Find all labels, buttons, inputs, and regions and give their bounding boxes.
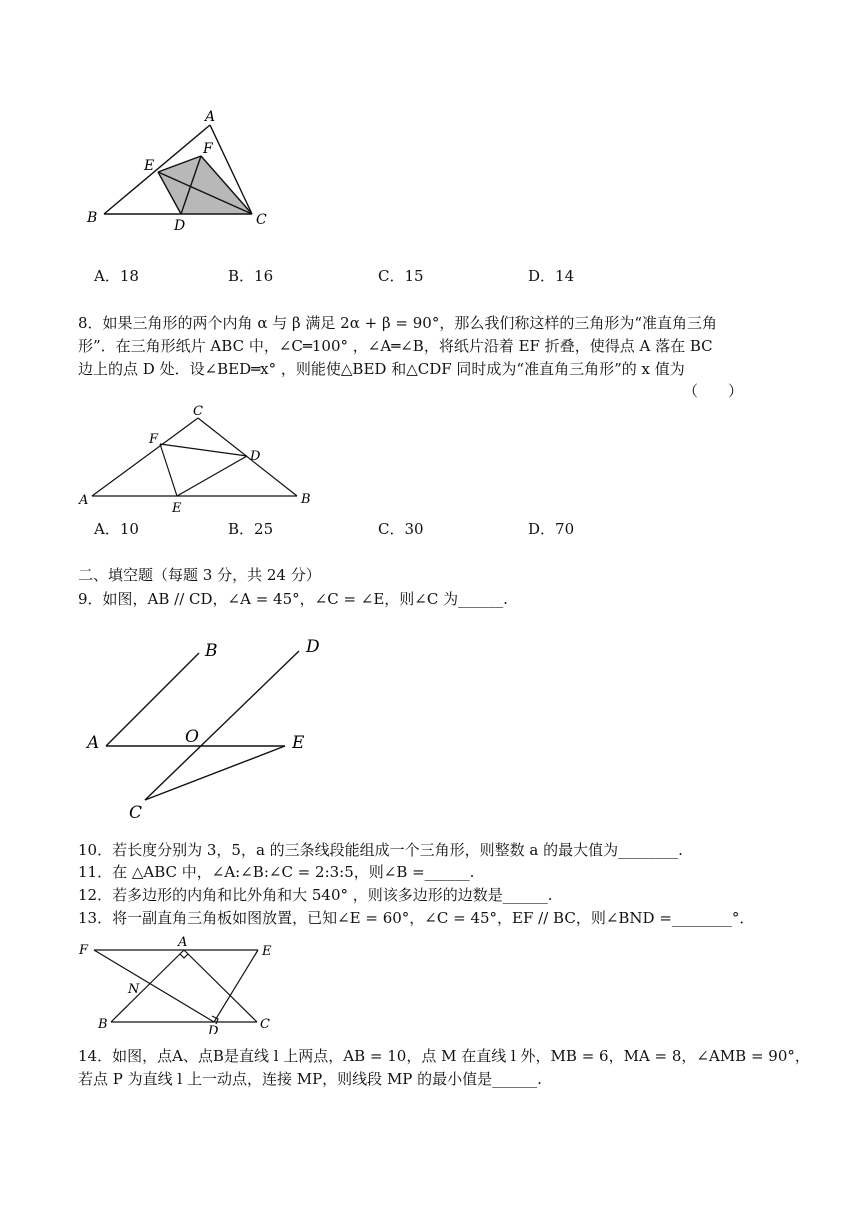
- q9-label-D: D: [306, 637, 320, 657]
- q11-text: 11．在 △ABC 中，∠A:∠B:∠C = 2:3:5，则∠B =______.: [78, 863, 475, 881]
- q8-choice-c[interactable]: C．30: [378, 520, 424, 538]
- section-2-heading: 二、填空题（每题 3 分，共 24 分）: [78, 566, 321, 584]
- q8-label-C: C: [193, 404, 203, 419]
- q8-line-1: 8．如果三角形的两个内角 α 与 β 满足 2α + β = 90°，那么我们称这样的三角形为“准直角三角: [78, 314, 717, 332]
- q13-label-A: A: [178, 935, 188, 950]
- q8-line-2: 形”．在三角形纸片 ABC 中，∠C═100° ，∠A═∠B，将纸片沿着 EF 折叠，使得点 A 落在 BC: [78, 337, 713, 355]
- q7-choice-a[interactable]: A．18: [94, 267, 139, 285]
- q7-label-D: D: [174, 218, 186, 234]
- q13-figure: [75, 932, 285, 1034]
- q9-label-O: O: [185, 727, 199, 747]
- q7-label-F: F: [203, 141, 213, 157]
- q13-text: 13．将一副直角三角板如图放置，已知∠E = 60°，∠C = 45°，EF // BC，则∠BND =________°．: [78, 909, 755, 927]
- q13-label-N: N: [128, 982, 140, 997]
- q7-figure: [80, 100, 280, 240]
- q12-text: 12．若多边形的内角和比外角和大 540° ，则该多边形的边数是______.: [78, 886, 553, 904]
- q7-label-E: E: [144, 158, 155, 174]
- q7-choice-c[interactable]: C．15: [378, 267, 424, 285]
- q8-label-E: E: [172, 501, 182, 516]
- q9-label-C: C: [129, 803, 143, 823]
- q7-label-B: B: [87, 210, 98, 226]
- q8-label-F: F: [149, 432, 159, 447]
- q13-label-B: B: [98, 1017, 108, 1032]
- q9-figure: [80, 630, 340, 825]
- q8-choice-a[interactable]: A．10: [94, 520, 139, 538]
- q13-label-E: E: [262, 944, 272, 959]
- q10-text: 10．若长度分别为 3，5，a 的三条线段能组成一个三角形，则整数 a 的最大值为________.: [78, 841, 683, 859]
- q8-label-A: A: [79, 493, 89, 508]
- q9-text: 9．如图，AB // CD，∠A = 45°，∠C = ∠E，则∠C 为______.: [78, 590, 508, 608]
- q7-label-A: A: [205, 109, 216, 125]
- q14-line-1: 14．如图，点A、点B是直线 l 上两点，AB = 10，点 M 在直线 l 外，MB = 6，MA = 8，∠AMB = 90°，: [78, 1047, 810, 1065]
- q7-choice-d[interactable]: D．14: [528, 267, 575, 285]
- q8-label-D: D: [250, 449, 261, 464]
- q8-figure: [75, 400, 320, 520]
- q8-answer-paren: （ ）: [683, 382, 744, 400]
- q14-line-2: 若点 P 为直线 l 上一动点，连接 MP，则线段 MP 的最小值是______.: [78, 1070, 542, 1088]
- q8-choice-d[interactable]: D．70: [528, 520, 575, 538]
- q8-line-3: 边上的点 D 处．设∠BED═x° ，则能使△BED 和△CDF 同时成为“准直角三角形”的 x 值为: [78, 360, 685, 378]
- q9-label-A: A: [87, 733, 100, 753]
- q13-label-F: F: [79, 943, 89, 958]
- q8-label-B: B: [301, 492, 311, 507]
- q13-label-C: C: [260, 1017, 270, 1032]
- q8-choice-b[interactable]: B．25: [228, 520, 274, 538]
- q13-label-D: D: [208, 1024, 219, 1034]
- q7-label-C: C: [256, 212, 267, 228]
- q9-label-B: B: [205, 641, 218, 661]
- q9-label-E: E: [292, 733, 305, 753]
- q7-choice-b[interactable]: B．16: [228, 267, 274, 285]
